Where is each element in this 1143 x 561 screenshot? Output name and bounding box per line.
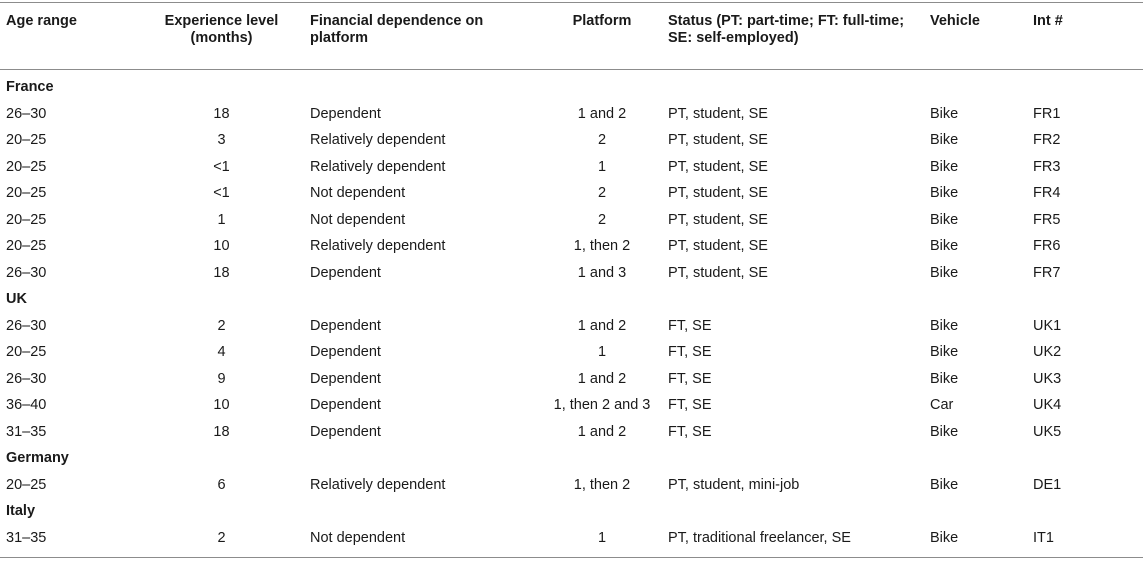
table-row (0, 525, 1143, 552)
cell-int-number: UK3 (1033, 370, 1062, 387)
cell-vehicle: Bike (930, 529, 959, 546)
cell-experience: <1 (213, 185, 230, 201)
header-int-number: Int # (1033, 13, 1063, 29)
cell-vehicle: Car (930, 397, 954, 413)
country-label: UK (6, 291, 27, 307)
cell-financial-dependence: Not dependent (310, 211, 406, 228)
group-row-germany (0, 445, 1143, 472)
cell-vehicle: Bike (930, 211, 959, 228)
cell-status: PT, student, SE (668, 132, 768, 148)
group-row-italy (0, 498, 1143, 525)
cell-status: FT, SE (668, 370, 712, 387)
cell-age-range: 36–40 (6, 397, 47, 413)
cell-financial-dependence: Relatively dependent (310, 132, 446, 148)
header-vehicle: Vehicle (930, 13, 980, 29)
header-platform: Platform (572, 13, 632, 29)
table-row (0, 313, 1143, 340)
cell-platform: 2 (597, 211, 607, 228)
cell-vehicle: Bike (930, 423, 959, 440)
table-row (0, 392, 1143, 419)
cell-vehicle: Bike (930, 185, 959, 201)
cell-vehicle: Bike (930, 238, 959, 254)
cell-vehicle: Bike (930, 132, 959, 148)
table-row (0, 101, 1143, 128)
cell-int-number: UK2 (1033, 344, 1062, 360)
cell-financial-dependence: Relatively dependent (310, 238, 446, 254)
cell-experience: 2 (217, 529, 226, 546)
cell-status: FT, SE (668, 317, 712, 334)
cell-int-number: FR2 (1033, 132, 1061, 148)
cell-vehicle: Bike (930, 344, 959, 360)
header-financial-dependence: Financial dependence on platform (310, 13, 484, 46)
cell-financial-dependence: Relatively dependent (310, 158, 446, 175)
country-label: Germany (6, 450, 69, 466)
cell-age-range: 20–25 (6, 185, 47, 201)
cell-platform: 1 and 2 (577, 423, 627, 440)
cell-vehicle: Bike (930, 476, 959, 493)
cell-platform: 2 (597, 185, 607, 201)
participants-table (0, 2, 1143, 551)
cell-status: PT, student, SE (668, 264, 768, 281)
cell-vehicle: Bike (930, 264, 959, 281)
cell-experience: 18 (213, 105, 230, 122)
header-experience-level: Experience level (months) (164, 13, 279, 46)
cell-vehicle: Bike (930, 158, 959, 175)
cell-financial-dependence: Dependent (310, 397, 381, 413)
table-row (0, 472, 1143, 499)
cell-vehicle: Bike (930, 105, 959, 122)
table-row (0, 366, 1143, 393)
cell-age-range: 31–35 (6, 423, 47, 440)
cell-experience: <1 (213, 158, 230, 175)
group-row-france (0, 74, 1143, 101)
cell-experience: 6 (217, 476, 226, 493)
table-row (0, 180, 1143, 207)
table-body (0, 74, 1143, 551)
cell-age-range: 26–30 (6, 370, 47, 387)
cell-age-range: 20–25 (6, 211, 47, 228)
header-status: Status (PT: part-time; FT: full-time; SE: self-employed) (668, 13, 905, 46)
cell-age-range: 20–25 (6, 344, 47, 360)
cell-experience: 18 (213, 264, 230, 281)
cell-platform: 1 and 2 (577, 317, 627, 334)
group-row-uk (0, 286, 1143, 313)
cell-status: PT, student, mini-job (668, 476, 800, 493)
cell-experience: 3 (217, 132, 226, 148)
table-row (0, 127, 1143, 154)
country-label: Italy (6, 503, 36, 519)
cell-financial-dependence: Relatively dependent (310, 476, 446, 493)
cell-status: PT, student, SE (668, 238, 768, 254)
cell-int-number: FR5 (1033, 211, 1061, 228)
cell-int-number: FR3 (1033, 158, 1061, 175)
cell-int-number: FR6 (1033, 238, 1061, 254)
cell-int-number: FR1 (1033, 105, 1061, 122)
cell-vehicle: Bike (930, 370, 959, 387)
cell-platform: 1, then 2 (573, 476, 631, 493)
cell-age-range: 20–25 (6, 476, 47, 493)
cell-platform: 1 and 2 (577, 370, 627, 387)
table-row (0, 233, 1143, 260)
cell-experience: 10 (213, 238, 230, 254)
cell-financial-dependence: Dependent (310, 370, 381, 387)
cell-experience: 2 (217, 317, 226, 334)
cell-int-number: UK4 (1033, 397, 1062, 413)
cell-experience: 10 (213, 397, 230, 413)
cell-status: FT, SE (668, 423, 712, 440)
cell-financial-dependence: Dependent (310, 423, 381, 440)
cell-financial-dependence: Dependent (310, 264, 381, 281)
cell-financial-dependence: Dependent (310, 105, 381, 122)
cell-financial-dependence: Dependent (310, 344, 381, 360)
cell-status: PT, student, SE (668, 185, 768, 201)
cell-status: PT, student, SE (668, 211, 768, 228)
country-label: France (6, 79, 54, 95)
cell-platform: 1 and 3 (577, 264, 627, 281)
cell-status: FT, SE (668, 397, 712, 413)
cell-age-range: 20–25 (6, 132, 47, 148)
table-row (0, 207, 1143, 234)
cell-platform: 1, then 2 (573, 238, 631, 254)
cell-platform: 1 (597, 344, 607, 360)
cell-platform: 1 and 2 (577, 105, 627, 122)
cell-vehicle: Bike (930, 317, 959, 334)
cell-platform: 1, then 2 and 3 (553, 397, 651, 413)
cell-status: PT, student, SE (668, 105, 768, 122)
cell-age-range: 20–25 (6, 238, 47, 254)
table-header-row (0, 2, 1143, 69)
cell-status: PT, traditional freelancer, SE (668, 529, 851, 546)
cell-experience: 1 (217, 211, 226, 228)
table-row (0, 419, 1143, 446)
cell-status: FT, SE (668, 344, 712, 360)
cell-platform: 2 (597, 132, 607, 148)
table-bottom-rule (0, 557, 1143, 558)
header-age-range: Age range (6, 13, 77, 29)
cell-int-number: UK1 (1033, 317, 1062, 334)
cell-status: PT, student, SE (668, 158, 768, 175)
cell-age-range: 31–35 (6, 529, 47, 546)
cell-experience: 9 (217, 370, 226, 387)
table-row (0, 154, 1143, 181)
cell-platform: 1 (597, 529, 607, 546)
cell-age-range: 20–25 (6, 158, 47, 175)
table-row (0, 339, 1143, 366)
cell-int-number: FR7 (1033, 264, 1061, 281)
cell-platform: 1 (597, 158, 607, 175)
cell-experience: 4 (217, 344, 226, 360)
table-row (0, 260, 1143, 287)
cell-financial-dependence: Dependent (310, 317, 381, 334)
cell-financial-dependence: Not dependent (310, 529, 406, 546)
cell-int-number: DE1 (1033, 476, 1062, 493)
cell-age-range: 26–30 (6, 317, 47, 334)
cell-financial-dependence: Not dependent (310, 185, 406, 201)
cell-age-range: 26–30 (6, 105, 47, 122)
cell-age-range: 26–30 (6, 264, 47, 281)
cell-int-number: UK5 (1033, 423, 1062, 440)
cell-experience: 18 (213, 423, 230, 440)
cell-int-number: IT1 (1033, 529, 1054, 546)
cell-int-number: FR4 (1033, 185, 1061, 201)
